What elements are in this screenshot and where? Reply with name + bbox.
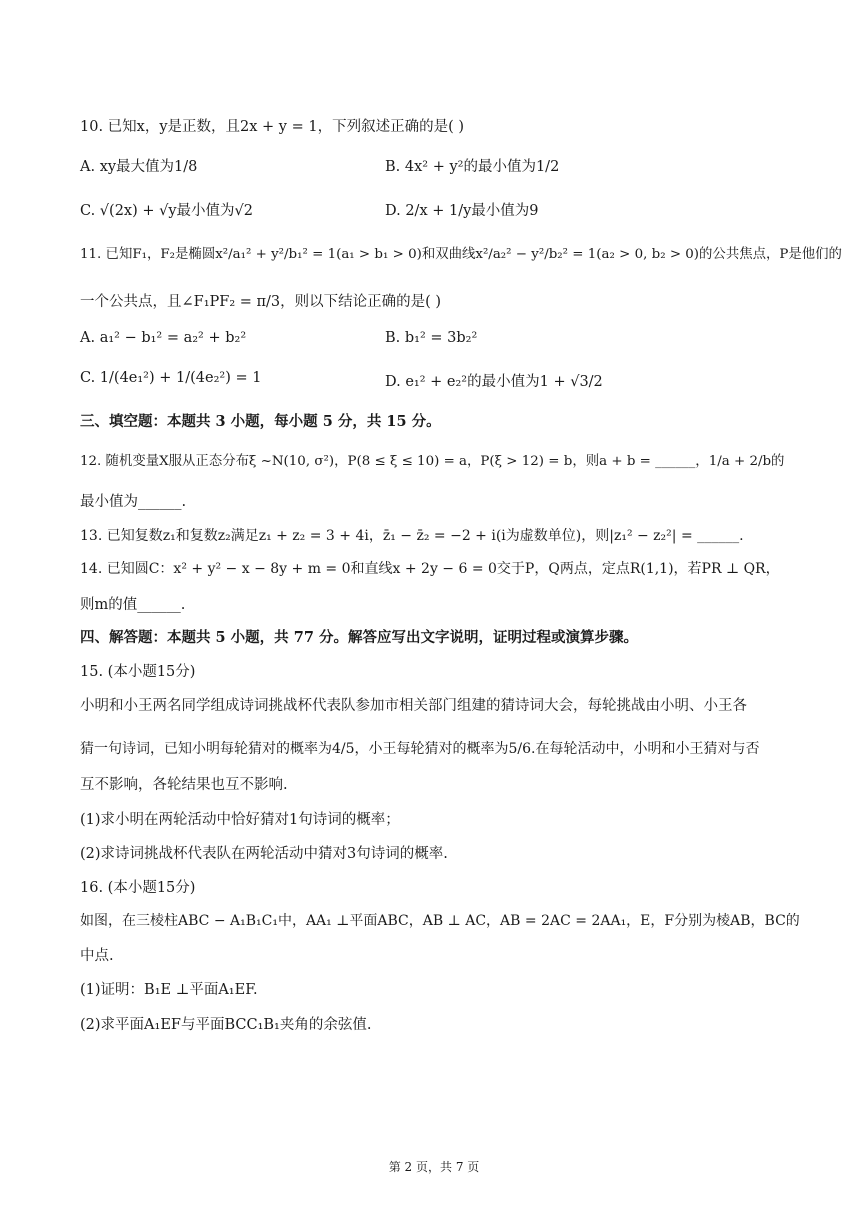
- q11-stem-line1: 11. 已知F₁，F₂是椭圆x²/a₁² + y²/b₁² = 1(a₁ > b₁ > 0)和双曲线x²/a₂² − y²/b₂² = 1(a₂ > 0, b₂ > 0)的公共焦点，P是他们的: [80, 247, 842, 262]
- q10-option-a: A. xy最大值为1/8: [80, 159, 198, 175]
- q15-sub2: (2)求诗词挑战杯代表队在两轮活动中猜对3句诗词的概率.: [80, 846, 448, 862]
- q15-para-line3: 互不影响，各轮结果也互不影响.: [80, 777, 288, 793]
- section-3-heading: 三、填空题：本题共 3 小题，每小题 5 分，共 15 分。: [80, 413, 441, 430]
- page-footer: 第 2 页，共 7 页: [388, 1160, 480, 1174]
- q11-option-c: C. 1/(4e₁²) + 1/(4e₂²) = 1: [80, 370, 262, 386]
- q11-option-a: A. a₁² − b₁² = a₂² + b₂²: [80, 330, 247, 346]
- q14-line1: 14. 已知圆C：x² + y² − x − 8y + m = 0和直线x + 2y − 6 = 0交于P，Q两点，定点R(1,1)，若PR ⊥ QR，: [80, 561, 780, 577]
- q11-option-b: B. b₁² = 3b₂²: [385, 330, 478, 346]
- q16-sub1: (1)证明：B₁E ⊥平面A₁EF.: [80, 982, 258, 998]
- q11-stem-line2: 一个公共点，且∠F₁PF₂ = π/3，则以下结论正确的是( ): [80, 294, 442, 310]
- q10-option-d: D. 2/x + 1/y最小值为9: [385, 203, 539, 219]
- q12-line1: 12. 随机变量X服从正态分布ξ ~N(10, σ²)，P(8 ≤ ξ ≤ 10) = a，P(ξ > 12) = b，则a + b = ______，1/a + 2/b的: [80, 454, 785, 469]
- q11-option-d: D. e₁² + e₂²的最小值为1 + √3/2: [385, 374, 603, 390]
- q12-line2: 最小值为______.: [80, 494, 187, 510]
- q15-para-line1: 小明和小王两名同学组成诗词挑战杯代表队参加市相关部门组建的猜诗词大会，每轮挑战由小明、小王各: [80, 698, 747, 714]
- q15-sub1: (1)求小明在两轮活动中恰好猜对1句诗词的概率；: [80, 812, 400, 828]
- q15-para-line2: 猜一句诗词，已知小明每轮猜对的概率为4/5，小王每轮猜对的概率为5/6.在每轮活动中，小明和小王猜对与否: [80, 741, 760, 757]
- q16-para-line1: 如图，在三棱柱ABC − A₁B₁C₁中，AA₁ ⊥平面ABC，AB ⊥ AC，AB = 2AC = 2AA₁，E，F分别为棱AB，BC的: [80, 913, 800, 929]
- q10-stem: 10. 已知x，y是正数，且2x + y = 1，下列叙述正确的是( ): [80, 119, 465, 135]
- q15-heading: 15. (本小题15分): [80, 664, 196, 680]
- q16-heading: 16. (本小题15分): [80, 880, 196, 896]
- q10-option-b: B. 4x² + y²的最小值为1/2: [385, 159, 560, 175]
- section-4-heading: 四、解答题：本题共 5 小题，共 77 分。解答应写出文字说明，证明过程或演算步骤。: [80, 629, 638, 646]
- q16-para-line2: 中点.: [80, 948, 114, 964]
- q16-sub2: (2)求平面A₁EF与平面BCC₁B₁夹角的余弦值.: [80, 1017, 372, 1033]
- q13: 13. 已知复数z₁和复数z₂满足z₁ + z₂ = 3 + 4i，z̄₁ − z̄₂ = −2 + i(i为虚数单位)，则|z₁² − z₂²| = ______.: [80, 528, 744, 544]
- q14-line2: 则m的值______.: [80, 597, 186, 613]
- q10-option-c: C. √(2x) + √y最小值为√2: [80, 203, 254, 219]
